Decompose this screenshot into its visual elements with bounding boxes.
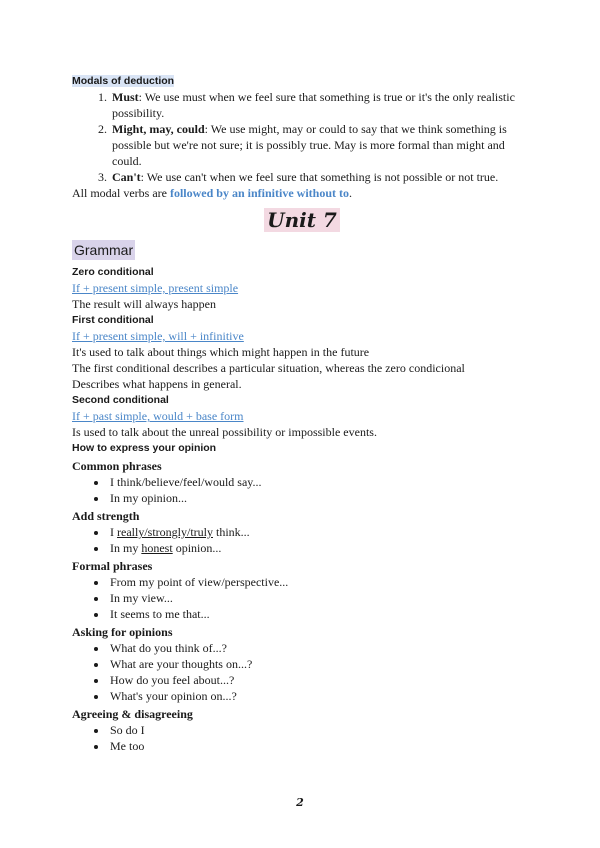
- list-item: • How do you feel about...?: [108, 672, 532, 688]
- underlined-text: honest: [141, 541, 173, 555]
- asking-opinions-title: Asking for opinions: [72, 625, 173, 639]
- formal-phrases-list: [72, 574, 532, 622]
- asking-opinions-list: [72, 640, 532, 704]
- zero-conditional-formula[interactable]: If + present simple, present simple: [72, 281, 239, 295]
- note-text: .: [348, 186, 352, 200]
- document-page: [72, 72, 532, 754]
- modals-heading: Modals of deduction: [72, 75, 175, 87]
- page-number: 2: [296, 796, 304, 809]
- opinion-label: How to express your opinion: [72, 442, 217, 454]
- list-item: • I think/believe/feel/would say...: [108, 474, 532, 490]
- list-item: [110, 89, 532, 121]
- list-item: [110, 169, 532, 185]
- add-strength-title: Add strength: [72, 509, 140, 523]
- list-item: • Me too: [108, 738, 532, 754]
- item-text: I: [110, 525, 117, 539]
- modal-term: Can't: [112, 170, 141, 184]
- first-line: The first conditional describes a particular situation, whereas the zero condicional: [72, 361, 465, 375]
- modal-text: : We use might, may or could to say that we think something is possible but we're not sure; it is possibly true. May is more formal than might and could.: [112, 122, 507, 168]
- list-item: • What do you think of...?: [108, 640, 532, 656]
- zero-line: The result will always happen: [72, 297, 216, 311]
- list-item: • It seems to me that...: [108, 606, 532, 622]
- first-conditional-formula[interactable]: If + present simple, will + infinitive: [72, 329, 244, 343]
- underlined-text: really/strongly/truly: [117, 525, 213, 539]
- formal-phrases-title: Formal phrases: [72, 559, 153, 573]
- unit-title-row: [72, 207, 532, 236]
- item-text: think...: [212, 525, 250, 539]
- second-conditional-formula[interactable]: If + past simple, would + base form: [72, 409, 244, 423]
- opinion-section: [72, 440, 532, 754]
- list-item: [110, 121, 532, 169]
- agreeing-list: [72, 722, 532, 754]
- second-line: Is used to talk about the unreal possibility or impossible events.: [72, 425, 377, 439]
- grammar-heading: Grammar: [74, 242, 134, 258]
- list-item: • So do I: [108, 722, 532, 738]
- second-conditional: [72, 392, 532, 440]
- modal-term: Must: [112, 90, 139, 104]
- modal-term: Might, may, could: [112, 122, 205, 136]
- unit-title: Unit 7: [264, 208, 340, 232]
- second-conditional-label: Second conditional: [72, 394, 169, 406]
- zero-conditional: [72, 264, 532, 312]
- item-text: opinion...: [172, 541, 222, 555]
- common-phrases-list: [72, 474, 532, 506]
- common-phrases-title: Common phrases: [72, 459, 162, 473]
- note-text: All modal verbs are: [72, 186, 170, 200]
- list-item: • In my view...: [108, 590, 532, 606]
- modals-note: [72, 185, 532, 201]
- first-line: Describes what happens in general.: [72, 377, 242, 391]
- modal-text: : We use can't when we feel sure that something is not possible or not true.: [140, 170, 499, 184]
- first-conditional: [72, 312, 532, 392]
- list-item: • What are your thoughts on...?: [108, 656, 532, 672]
- list-item: • In my opinion...: [108, 490, 532, 506]
- add-strength-list: [72, 524, 532, 556]
- list-item: • What's your opinion on...?: [108, 688, 532, 704]
- list-item: [108, 540, 532, 556]
- first-line: It's used to talk about things which might happen in the future: [72, 345, 370, 359]
- agreeing-title: Agreeing & disagreeing: [72, 707, 193, 721]
- first-conditional-label: First conditional: [72, 314, 154, 326]
- zero-conditional-label: Zero conditional: [72, 266, 154, 278]
- note-highlight: followed by an infinitive without to: [169, 186, 349, 200]
- list-item: • From my point of view/perspective...: [108, 574, 532, 590]
- list-item: [108, 524, 532, 540]
- item-text: In my: [110, 541, 142, 555]
- modals-section: [72, 72, 532, 201]
- modal-text: : We use must when we feel sure that something is true or it's the only realistic possibility.: [112, 90, 515, 120]
- modals-list: [72, 89, 532, 185]
